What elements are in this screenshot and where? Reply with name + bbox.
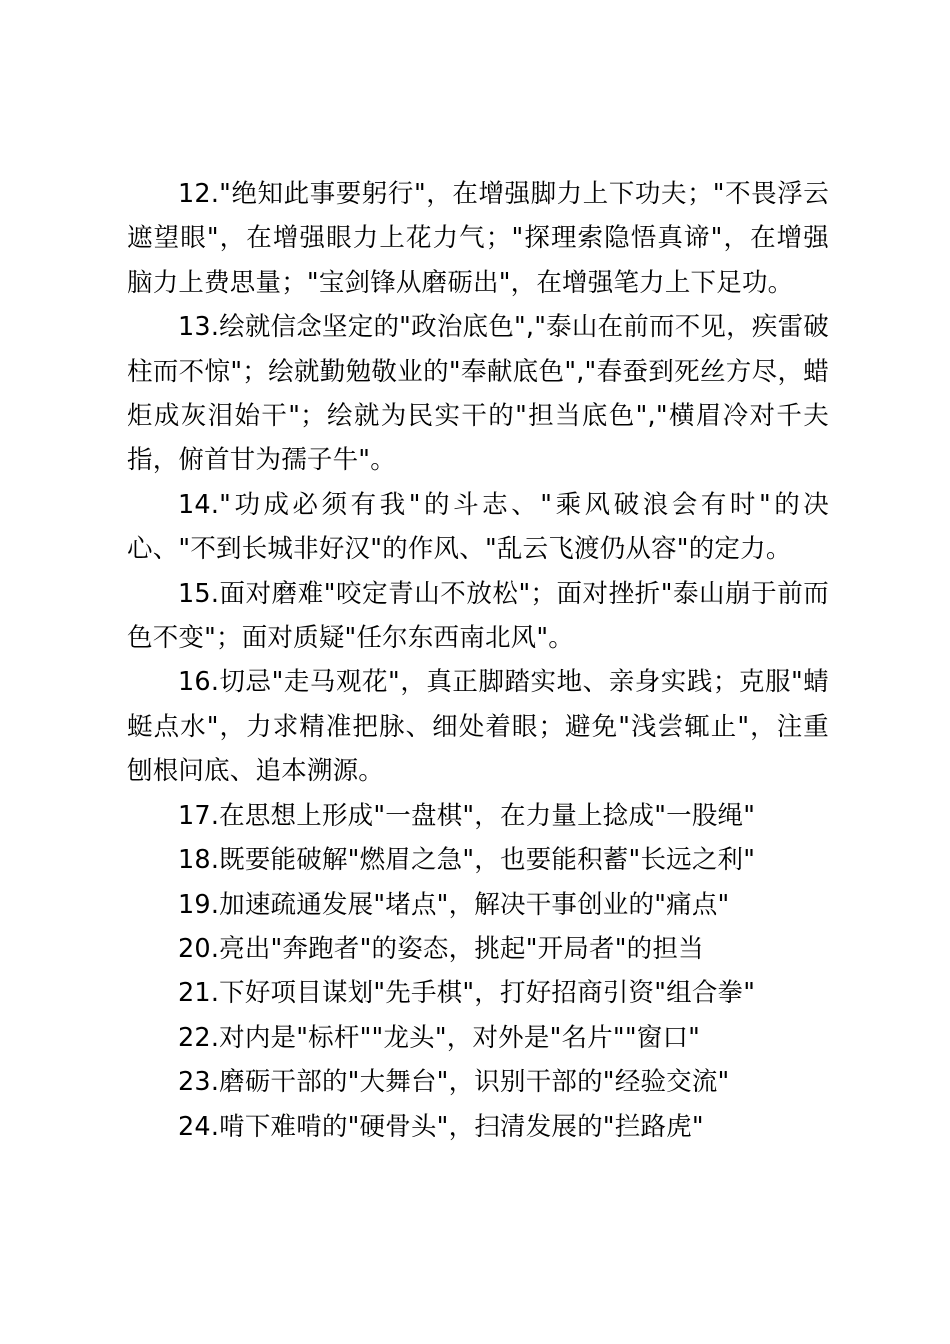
paragraph-22: 22.对内是"标杆""龙头"，对外是"名片""窗口" bbox=[178, 1022, 701, 1053]
paragraph-16: 16.切忌"走马观花"，真正脚踏实地、亲身实践；克服"蜻蜓点水"，力求精准把脉、细处着眼；避免"浅尝辄止"，注重刨根问底、追本溯源。 bbox=[127, 667, 829, 787]
paragraph-12: 12."绝知此事要躬行"，在增强脚力上下功夫；"不畏浮云遮望眼"，在增强眼力上花力气；"探理索隐悟真谛"，在增强脑力上费思量；"宝剑锋从磨砺出"，在增强笔力上下足功。 bbox=[127, 179, 829, 298]
paragraph-14: 14."功成必须有我"的斗志、"乘风破浪会有时"的决心、"不到长城非好汉"的作风、"乱云飞渡仍从容"的定力。 bbox=[127, 489, 829, 565]
paragraph-20: 20.亮出"奔跑者"的姿态，挑起"开局者"的担当 bbox=[178, 933, 704, 964]
paragraph-17: 17.在思想上形成"一盘棋"，在力量上捻成"一股绳" bbox=[178, 800, 756, 831]
paragraph-19: 19.加速疏通发展"堵点"，解决干事创业的"痛点" bbox=[178, 889, 730, 920]
document-body bbox=[127, 172, 829, 1149]
paragraph-23: 23.磨砺干部的"大舞台"，识别干部的"经验交流" bbox=[178, 1067, 730, 1098]
paragraph-21: 21.下好项目谋划"先手棋"，打好招商引资"组合拳" bbox=[178, 978, 756, 1009]
paragraph-18: 18.既要能破解"燃眉之急"，也要能积蓄"长远之利" bbox=[178, 845, 756, 876]
paragraph-24: 24.啃下难啃的"硬骨头"，扫清发展的"拦路虎" bbox=[178, 1111, 704, 1142]
paragraph-13: 13.绘就信念坚定的"政治底色","泰山在前而不见，疾雷破柱而不惊"；绘就勤勉敬业的"奉献底色","春蚕到死丝方尽，蜡炬成灰泪始干"；绘就为民实干的"担当底色","横眉冷对千夫指，俯首甘为孺子牛"。 bbox=[127, 312, 829, 476]
paragraph-15: 15.面对磨难"咬定青山不放松"；面对挫折"泰山崩于前而色不变"；面对质疑"任尔东西南北风"。 bbox=[127, 578, 829, 654]
